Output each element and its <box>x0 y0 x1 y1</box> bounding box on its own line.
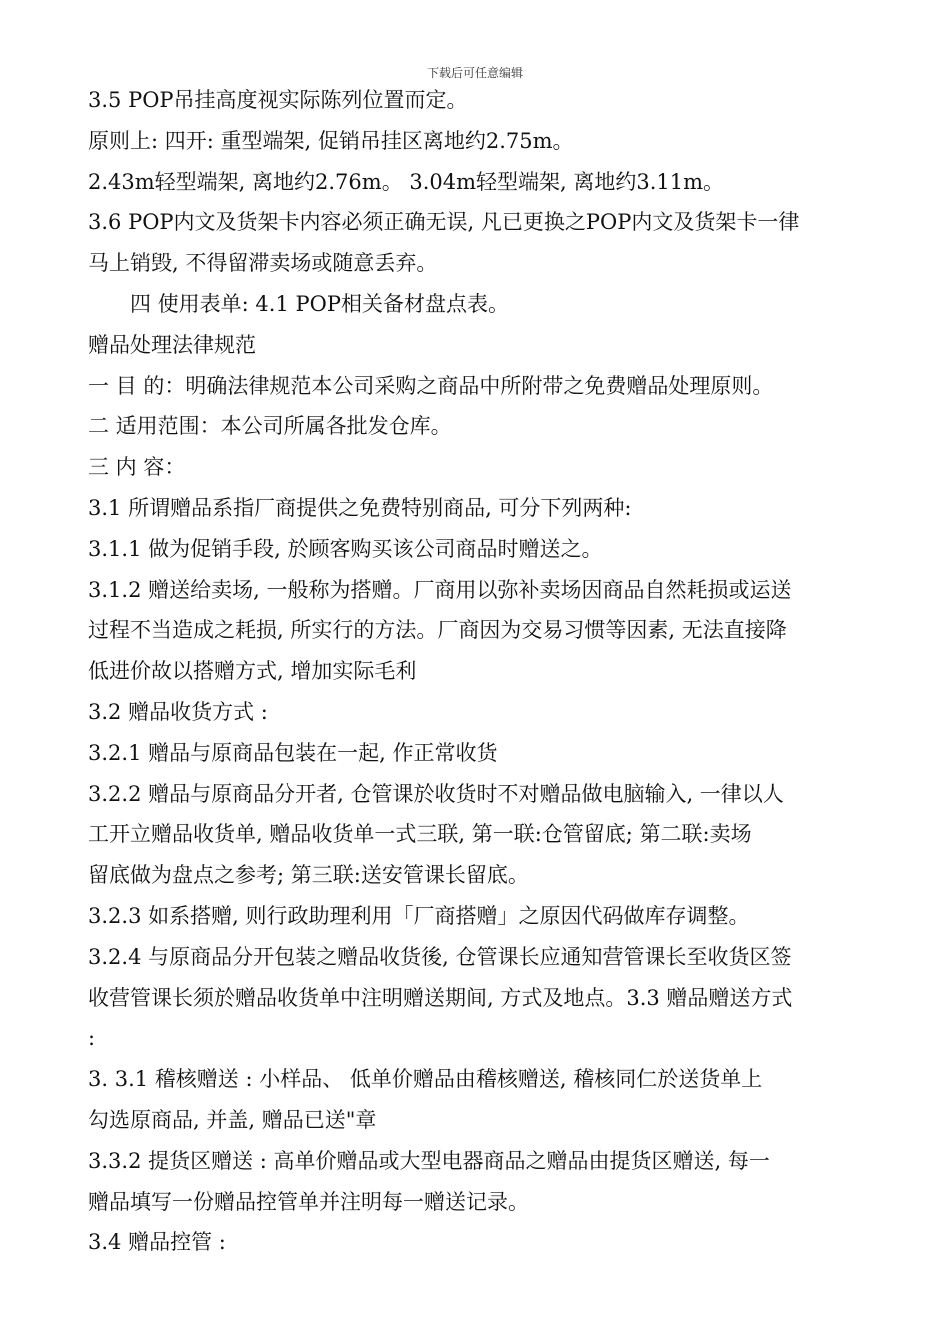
text-line: 3. 3.1 稽核赠送 : 小样品、 低单价赠品由稽核赠送, 稽核同仁於送货单上 <box>88 1067 763 1092</box>
text-line: 3.1 所谓赠品系指厂商提供之免费特别商品, 可分下列两种: <box>88 495 632 520</box>
text-line: 一 目 的：明确法律规范本公司采购之商品中所附带之免费赠品处理原则。 <box>88 373 774 398</box>
text-line: 赠品填写一份赠品控管单并注明每一赠送记录。 <box>88 1189 529 1214</box>
text-line: 3.2.2 赠品与原商品分开者, 仓管课於收货时不对赠品做电脑输入, 一律以人 <box>88 781 784 806</box>
page-header: 下载后可任意编辑 <box>426 66 523 80</box>
text-line: 低进价故以搭赠方式, 增加实际毛利 <box>88 659 417 684</box>
document-title: 赠品处理法律规范 <box>88 332 256 357</box>
text-line: : <box>88 1026 96 1051</box>
text-line: 收营管课长须於赠品收货单中注明赠送期间, 方式及地点。3.3 赠品赠送方式 <box>88 985 793 1010</box>
text-line: 3.2.4 与原商品分开包装之赠品收货後, 仓管课长应通知营管课长至收货区签 <box>88 944 792 969</box>
text-line: 2.43m轻型端架, 离地约2.76m。 3.04m轻型端架, 离地约3.11m。 <box>88 169 725 194</box>
text-line: 3.2.1 赠品与原商品包装在一起, 作正常收货 <box>88 740 498 765</box>
text-line: 原则上: 四开: 重型端架, 促销吊挂区离地约2.75m。 <box>88 128 574 153</box>
text-line: 工开立赠品收货单, 赠品收货单一式三联, 第一联:仓管留底; 第二联:卖场 <box>88 822 752 847</box>
text-line: 过程不当造成之耗损, 所实行的方法。厂商因为交易习惯等因素, 无法直接降 <box>88 618 787 643</box>
document-body <box>88 80 888 1263</box>
text-line: 勾选原商品, 并盖, 赠品已送"章 <box>88 1107 377 1132</box>
text-line: 3.6 POP内文及货架卡内容必须正确无误, 凡已更换之POP内文及货架卡一律 <box>88 210 800 235</box>
text-line: 3.4 赠品控管 : <box>88 1230 226 1255</box>
text-line: 3.5 POP吊挂高度视实际陈列位置而定。 <box>88 88 468 112</box>
text-line: 二 适用范围：本公司所属各批发仓库。 <box>88 414 452 439</box>
text-line: 马上销毁, 不得留滞卖场或随意丢弃。 <box>88 251 438 276</box>
text-line: 3.1.1 做为促销手段, 於顾客购买该公司商品时赠送之。 <box>88 536 603 561</box>
text-line: 3.3.2 提货区赠送 : 高单价赠品或大型电器商品之赠品由提货区赠送, 每一 <box>88 1148 770 1173</box>
text-line: 3.2.3 如系搭赠, 则行政助理利用「厂商搭赠」之原因代码做库存调整。 <box>88 903 750 928</box>
text-line: 3.2 赠品收货方式 : <box>88 699 268 724</box>
text-line: 留底做为盘点之参考; 第三联:送安管课长留底。 <box>88 863 529 888</box>
section-heading: 四 使用表单: 4.1 POP相关备材盘点表。 <box>130 291 509 316</box>
text-line: 三 内 容： <box>88 455 186 480</box>
text-line: 3.1.2 赠送给卖场, 一般称为搭赠。厂商用以弥补卖场因商品自然耗损或运送 <box>88 577 792 602</box>
